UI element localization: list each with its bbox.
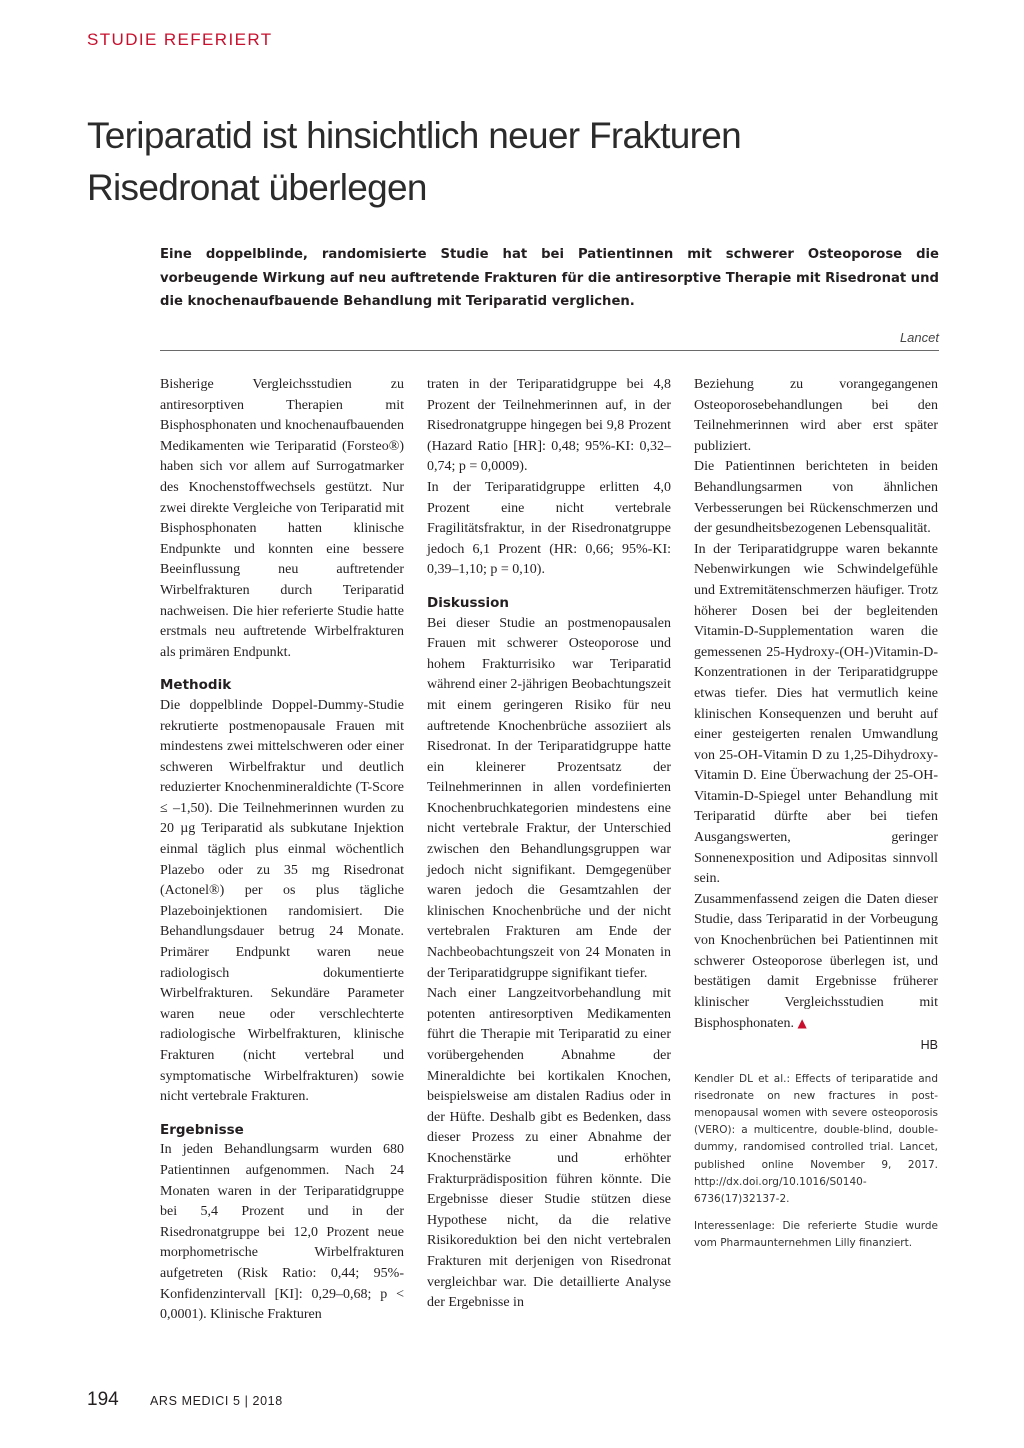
diskussion-paragraph-5 — [694, 890, 938, 1035]
ergebnisse-paragraph-1-end: traten in der Teriparatidgruppe bei 4,8 Prozent der Teilnehmerinnen auf, in der Risedronatgruppe hingegen bei 9,8 Prozent (Hazard Ratio [HR]: 0,48; 95%-KI: 0,32–0,74; p = 0,0009). — [427, 377, 671, 475]
column-2 — [427, 375, 671, 1314]
column-3 — [694, 375, 938, 1253]
diskussion-paragraph-1: Bei dieser Studie an postmenopausalen Frauen mit schwerer Osteoporose und hohem Frakturrisiko war Teriparatid während einer 2-jährigen Beobachtungszeit mit einem geringeren Risiko für neu auftretende Knochenbrüche assoziiert als Risedronat. In der Teriparatidgruppe hatte ein kleinerer Prozentsatz der Teilnehmerinnen in allen vordefinierten Knochenbruchkategorien mindestens eine nicht vertebrale Fraktur, der Unterschied zwischen den Behandlungsgruppen war jedoch nicht signifikant. Demgegenüber waren jedoch die Gesamtzahlen der klinischen Knochenbrüche und der nicht vertebralen Frakturen am Ende der Nachbeobachtungszeit von 24 Monaten in der Teriparatidgruppe signifikant tiefer. — [427, 615, 671, 981]
ergebnisse-paragraph-1-start: In jeden Behandlungsarm wurden 680 Patientinnen aufgenommen. Nach 24 Monaten waren in der Teriparatidgruppe bei 5,4 Prozent und in der Risedronatgruppe bei 12,0 Prozent neue morphometrische Wirbelfrakturen aufgetreten (Risk Ratio: 0,44; 95%-Konfidenzintervall [KI]: 0,29–0,68; p < 0,0001). Klinische Frakturen — [160, 1142, 404, 1323]
article-title — [87, 110, 947, 214]
title-line-2: Risedronat überlegen — [87, 167, 427, 208]
title-line-1: Teriparatid ist hinsichtlich neuer Frakturen — [87, 115, 742, 156]
column-1 — [160, 375, 404, 1326]
conflict-of-interest: Interessenlage: Die referierte Studie wurde vom Pharmaunternehmen Lilly finanziert. — [694, 1220, 938, 1250]
methodik-heading: Methodik — [160, 677, 232, 694]
ergebnisse-heading: Ergebnisse — [160, 1121, 244, 1138]
methodik-paragraph: Die doppelblinde Doppel-Dummy-Studie rekrutierte postmenopausale Frauen mit mindestens zwei mittelschweren oder einer schweren Wirbelfraktur und deutlich reduzierter Knochenmineraldichte (T-Score ≤ –1,50). Die Teilnehmerinnen wurden zu 20 µg Teriparatid als subkutane Injektion einmal täglich plus einmal wöchentlich Plazebo oder zu 35 mg Risedronat (Actonel®) per os plus tägliche Plazeboinjektionen randomisiert. Die Behandlungsdauer betrug 24 Monate. Primärer Endpunkt waren neue radiologisch dokumentierte Wirbelfrakturen. Sekundäre Parameter waren neue oder verschlechterte radiologische Wirbelfrakturen, klinische Frakturen (nicht vertebral und symptomatische Wirbelfrakturen) sowie nicht vertebrale Frakturen. — [160, 697, 404, 1105]
reference-citation: Kendler DL et al.: Effects of teriparatide and risedronate on new fractures in post-menopausal women with severe osteoporosis (VERO): a multicentre, double-blind, double-dummy, randomised controlled trial. Lancet, published online November 9, 2017. http://dx.doi.org/10.1016/S0140-6736(17)32137-2. — [694, 1072, 938, 1206]
author-initials: HB — [920, 1038, 938, 1052]
divider — [160, 350, 939, 351]
diskussion-paragraph-2-end: Beziehung zu vorangegangenen Osteoporosebehandlungen bei den Teilnehmerinnen wird aber erst später publiziert. — [694, 377, 938, 454]
page-number: 194 — [87, 1389, 119, 1410]
source-label: Lancet — [899, 330, 939, 345]
ergebnisse-paragraph-2: In der Teriparatidgruppe erlitten 4,0 Prozent eine nicht vertebrale Fragilitätsfraktur, in der Risedronatgruppe jedoch 6,1 Prozent (HR: 0,66; 95%-KI: 0,39–1,10; p = 0,10). — [427, 479, 671, 578]
diskussion-paragraph-3: Die Patientinnen berichteten in beiden Behandlungsarmen von ähnlichen Verbesserungen bei Rückenschmerzen und der gesundheitsbezogenen Lebensqualität. — [694, 459, 938, 537]
conclusion-text: Zusammenfassend zeigen die Daten dieser Studie, dass Teriparatid in der Vorbeugung von Knochenbrüchen bei Patientinnen mit schwerer Osteoporose überlegen ist, und bestätigen damit Ergebnisse früherer klinischer Vergleichsstudien mit Bisphosphonaten. — [694, 891, 938, 1032]
intro-paragraph: Bisherige Vergleichsstudien zu antiresorptiven Therapien mit Bisphosphonaten und knochenaufbauenden Medikamenten wie Teriparatid (Forsteo®) haben sich vor allem auf Surrogatmarker des Knochenstoffwechsels gestützt. Nur zwei direkte Vergleiche von Teriparatid mit Bisphosphonaten hatten klinische Endpunkte und konnten eine bessere Beeinflussung neu auftretender Wirbelfrakturen durch Teriparatid nachweisen. Die hier referierte Studie hatte erstmals neu auftretende Wirbelfrakturen als primären Endpunkt. — [160, 377, 404, 660]
journal-issue: ARS MEDICI 5 | 2018 — [150, 1394, 283, 1408]
end-triangle-icon: ▲ — [797, 1016, 807, 1031]
section-label: STUDIE REFERIERT — [87, 30, 273, 49]
lead-paragraph: Eine doppelblinde, randomisierte Studie hat bei Patientinnen mit schwerer Osteoporose die vorbeugende Wirkung auf neu auftretende Frakturen für die antiresorptive Therapie mit Risedronat und die knochenaufbauende Behandlung mit Teriparatid verglichen. — [160, 247, 939, 309]
diskussion-paragraph-2-start: Nach einer Langzeitvorbehandlung mit potenten antiresorptiven Medikamenten führt die Therapie mit Teriparatid zu einer vorübergehenden Abnahme der Mineraldichte bei kortikalen Knochen, beispielsweise am distalen Radius oder in der Hüfte. Deshalb gibt es Bedenken, dass dieser Prozess zu einer Abnahme der Knochenstärke und erhöhter Frakturprädisposition führen könnte. Die Ergebnisse dieser Studie stützen diese Hypothese nicht, da die relative Risikoreduktion bei den nicht vertebralen Frakturen mit derjenigen von Risedronat vergleichbar war. Die detaillierte Analyse der Ergebnisse in — [427, 986, 671, 1311]
diskussion-heading: Diskussion — [427, 594, 510, 611]
diskussion-paragraph-4: In der Teriparatidgruppe waren bekannte Nebenwirkungen wie Schwindelgefühle und Extremitätenschmerzen häufiger. Trotz höherer Dosen bei der begleitenden Vitamin-D-Supplementation waren die gemessenen 25-Hydroxy-(OH-)Vitamin-D-Konzentrationen in der Teriparatidgruppe etwas tiefer. Dies hat vermutlich keine klinischen Konsequenzen und beruht auf einer gesteigerten renalen Umwandlung von 25-OH-Vitamin D zu 1,25-Dihydroxy-Vitamin D. Eine Überwachung der 25-OH-Vitamin-D-Spiegel unter Behandlung mit Teriparatid dürfte aber bei tiefen Ausgangswerten, geringer Sonnenexposition und Adipositas sinnvoll sein. — [694, 541, 938, 887]
